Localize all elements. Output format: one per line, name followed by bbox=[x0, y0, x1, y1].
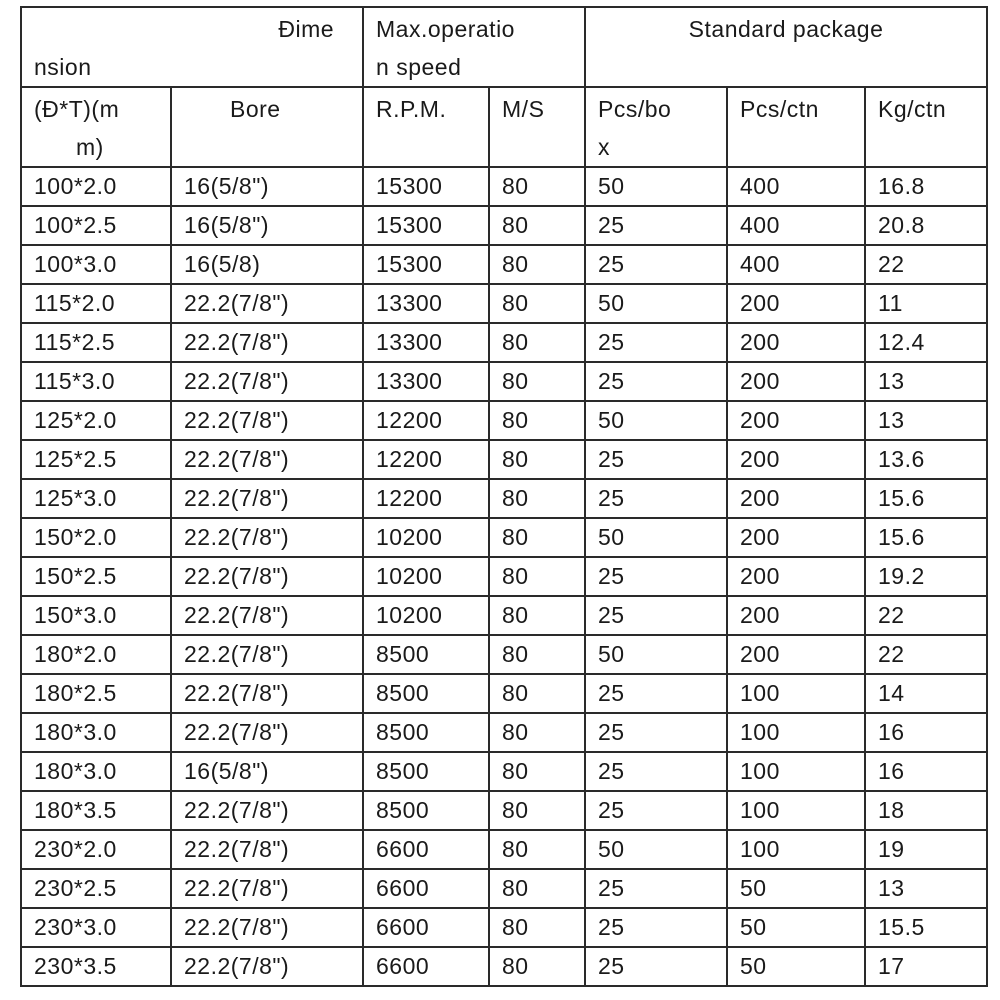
pcs-ctn-header: Pcs/ctn bbox=[727, 87, 865, 167]
dimension-cell: 150*3.0 bbox=[21, 596, 171, 635]
header-row-2 bbox=[21, 87, 987, 167]
table-row bbox=[21, 596, 987, 635]
bore-cell: 22.2(7/8") bbox=[171, 596, 363, 635]
dimension-cell: 115*2.5 bbox=[21, 323, 171, 362]
ms-cell: 80 bbox=[489, 518, 585, 557]
pcs-box-cell: 50 bbox=[585, 635, 727, 674]
dimension-cell: 230*3.0 bbox=[21, 908, 171, 947]
rpm-cell: 10200 bbox=[363, 518, 489, 557]
rpm-cell: 13300 bbox=[363, 284, 489, 323]
ms-cell: 80 bbox=[489, 284, 585, 323]
bore-cell: 22.2(7/8") bbox=[171, 284, 363, 323]
dt-header-line1: (Đ*T)(m bbox=[34, 96, 120, 122]
table-row bbox=[21, 557, 987, 596]
dimension-cell: 115*3.0 bbox=[21, 362, 171, 401]
pcs-ctn-cell: 400 bbox=[727, 167, 865, 206]
pcs-box-cell: 50 bbox=[585, 518, 727, 557]
ms-cell: 80 bbox=[489, 674, 585, 713]
rpm-cell: 10200 bbox=[363, 557, 489, 596]
dimension-header bbox=[21, 7, 363, 87]
rpm-cell: 10200 bbox=[363, 596, 489, 635]
pcs-ctn-cell: 200 bbox=[727, 479, 865, 518]
rpm-cell: 8500 bbox=[363, 752, 489, 791]
pcs-box-cell: 25 bbox=[585, 596, 727, 635]
ms-cell: 80 bbox=[489, 167, 585, 206]
pcs-box-header-line1: Pcs/bo bbox=[598, 96, 672, 122]
table-row bbox=[21, 323, 987, 362]
rpm-cell: 13300 bbox=[363, 323, 489, 362]
pcs-ctn-cell: 50 bbox=[727, 908, 865, 947]
table-row bbox=[21, 752, 987, 791]
pcs-ctn-cell: 50 bbox=[727, 869, 865, 908]
table-row bbox=[21, 674, 987, 713]
bore-cell: 22.2(7/8") bbox=[171, 830, 363, 869]
dimension-cell: 125*2.0 bbox=[21, 401, 171, 440]
kg-ctn-cell: 17 bbox=[865, 947, 987, 986]
table-row bbox=[21, 869, 987, 908]
bore-cell: 22.2(7/8") bbox=[171, 440, 363, 479]
kg-ctn-cell: 16.8 bbox=[865, 167, 987, 206]
pcs-ctn-cell: 100 bbox=[727, 752, 865, 791]
pcs-box-cell: 50 bbox=[585, 284, 727, 323]
ms-cell: 80 bbox=[489, 752, 585, 791]
dimension-cell: 180*3.5 bbox=[21, 791, 171, 830]
dimension-cell: 180*2.0 bbox=[21, 635, 171, 674]
dimension-header-line1: Đime bbox=[278, 16, 335, 42]
dimension-cell: 125*2.5 bbox=[21, 440, 171, 479]
ms-cell: 80 bbox=[489, 791, 585, 830]
rpm-cell: 12200 bbox=[363, 479, 489, 518]
speed-header-line1: Max.operatio bbox=[376, 16, 515, 42]
dt-header bbox=[21, 87, 171, 167]
rpm-cell: 6600 bbox=[363, 908, 489, 947]
table-row bbox=[21, 206, 987, 245]
table-row bbox=[21, 791, 987, 830]
table-row bbox=[21, 401, 987, 440]
pcs-box-cell: 25 bbox=[585, 713, 727, 752]
pcs-box-cell: 25 bbox=[585, 791, 727, 830]
ms-cell: 80 bbox=[489, 869, 585, 908]
table-row bbox=[21, 908, 987, 947]
rpm-cell: 6600 bbox=[363, 947, 489, 986]
bore-cell: 22.2(7/8") bbox=[171, 908, 363, 947]
pcs-box-cell: 25 bbox=[585, 947, 727, 986]
bore-header: Bore bbox=[171, 87, 363, 167]
bore-cell: 22.2(7/8") bbox=[171, 869, 363, 908]
kg-ctn-cell: 15.6 bbox=[865, 518, 987, 557]
kg-ctn-cell: 22 bbox=[865, 635, 987, 674]
pcs-ctn-cell: 200 bbox=[727, 557, 865, 596]
kg-ctn-cell: 13.6 bbox=[865, 440, 987, 479]
pcs-box-cell: 50 bbox=[585, 830, 727, 869]
rpm-cell: 8500 bbox=[363, 791, 489, 830]
table-row bbox=[21, 518, 987, 557]
pcs-box-cell: 25 bbox=[585, 323, 727, 362]
kg-ctn-cell: 20.8 bbox=[865, 206, 987, 245]
spec-table bbox=[20, 6, 988, 987]
pcs-box-cell: 25 bbox=[585, 245, 727, 284]
ms-cell: 80 bbox=[489, 440, 585, 479]
speed-header-line2: n speed bbox=[376, 54, 462, 80]
pcs-ctn-cell: 200 bbox=[727, 596, 865, 635]
rpm-header: R.P.M. bbox=[363, 87, 489, 167]
pcs-box-header-line2: x bbox=[598, 134, 611, 160]
dimension-header-line2: nsion bbox=[34, 54, 92, 80]
kg-ctn-cell: 11 bbox=[865, 284, 987, 323]
dimension-cell: 230*3.5 bbox=[21, 947, 171, 986]
kg-ctn-cell: 19.2 bbox=[865, 557, 987, 596]
pcs-box-cell: 50 bbox=[585, 401, 727, 440]
bore-cell: 22.2(7/8") bbox=[171, 323, 363, 362]
table-body bbox=[21, 7, 987, 986]
dimension-cell: 100*2.0 bbox=[21, 167, 171, 206]
table-row bbox=[21, 245, 987, 284]
pcs-box-cell: 25 bbox=[585, 440, 727, 479]
table-row bbox=[21, 479, 987, 518]
pcs-box-cell: 25 bbox=[585, 362, 727, 401]
kg-ctn-cell: 13 bbox=[865, 869, 987, 908]
pcs-box-cell: 25 bbox=[585, 908, 727, 947]
ms-cell: 80 bbox=[489, 557, 585, 596]
pcs-box-cell: 25 bbox=[585, 752, 727, 791]
rpm-cell: 15300 bbox=[363, 167, 489, 206]
rpm-cell: 6600 bbox=[363, 830, 489, 869]
rpm-cell: 8500 bbox=[363, 635, 489, 674]
rpm-cell: 15300 bbox=[363, 245, 489, 284]
kg-ctn-cell: 15.6 bbox=[865, 479, 987, 518]
dimension-cell: 115*2.0 bbox=[21, 284, 171, 323]
ms-cell: 80 bbox=[489, 713, 585, 752]
pcs-box-cell: 25 bbox=[585, 869, 727, 908]
pcs-ctn-cell: 400 bbox=[727, 206, 865, 245]
table-row bbox=[21, 362, 987, 401]
pcs-box-cell: 25 bbox=[585, 206, 727, 245]
kg-ctn-header: Kg/ctn bbox=[865, 87, 987, 167]
dimension-cell: 180*2.5 bbox=[21, 674, 171, 713]
bore-cell: 22.2(7/8") bbox=[171, 674, 363, 713]
pcs-box-cell: 50 bbox=[585, 167, 727, 206]
pcs-ctn-cell: 200 bbox=[727, 362, 865, 401]
kg-ctn-cell: 12.4 bbox=[865, 323, 987, 362]
ms-cell: 80 bbox=[489, 947, 585, 986]
kg-ctn-cell: 22 bbox=[865, 245, 987, 284]
pcs-ctn-cell: 400 bbox=[727, 245, 865, 284]
table-row bbox=[21, 713, 987, 752]
ms-cell: 80 bbox=[489, 908, 585, 947]
kg-ctn-cell: 16 bbox=[865, 713, 987, 752]
dimension-cell: 100*2.5 bbox=[21, 206, 171, 245]
bore-cell: 22.2(7/8") bbox=[171, 635, 363, 674]
pcs-ctn-cell: 200 bbox=[727, 323, 865, 362]
pcs-ctn-cell: 200 bbox=[727, 284, 865, 323]
dimension-cell: 125*3.0 bbox=[21, 479, 171, 518]
bore-cell: 16(5/8") bbox=[171, 167, 363, 206]
ms-cell: 80 bbox=[489, 401, 585, 440]
pcs-box-header bbox=[585, 87, 727, 167]
speed-header bbox=[363, 7, 585, 87]
kg-ctn-cell: 13 bbox=[865, 401, 987, 440]
ms-header: M/S bbox=[489, 87, 585, 167]
pcs-ctn-cell: 100 bbox=[727, 791, 865, 830]
pcs-ctn-cell: 100 bbox=[727, 713, 865, 752]
table-row bbox=[21, 440, 987, 479]
table-row bbox=[21, 167, 987, 206]
bore-cell: 22.2(7/8") bbox=[171, 362, 363, 401]
rpm-cell: 6600 bbox=[363, 869, 489, 908]
ms-cell: 80 bbox=[489, 479, 585, 518]
bore-cell: 22.2(7/8") bbox=[171, 518, 363, 557]
pcs-ctn-cell: 100 bbox=[727, 830, 865, 869]
kg-ctn-cell: 14 bbox=[865, 674, 987, 713]
rpm-cell: 8500 bbox=[363, 713, 489, 752]
bore-cell: 22.2(7/8") bbox=[171, 791, 363, 830]
ms-cell: 80 bbox=[489, 635, 585, 674]
rpm-cell: 12200 bbox=[363, 401, 489, 440]
bore-cell: 22.2(7/8") bbox=[171, 401, 363, 440]
ms-cell: 80 bbox=[489, 245, 585, 284]
rpm-cell: 13300 bbox=[363, 362, 489, 401]
ms-cell: 80 bbox=[489, 596, 585, 635]
rpm-cell: 12200 bbox=[363, 440, 489, 479]
dimension-cell: 180*3.0 bbox=[21, 713, 171, 752]
table-row bbox=[21, 284, 987, 323]
table-row bbox=[21, 830, 987, 869]
kg-ctn-cell: 18 bbox=[865, 791, 987, 830]
pcs-ctn-cell: 200 bbox=[727, 401, 865, 440]
ms-cell: 80 bbox=[489, 362, 585, 401]
ms-cell: 80 bbox=[489, 323, 585, 362]
rpm-cell: 8500 bbox=[363, 674, 489, 713]
bore-cell: 22.2(7/8") bbox=[171, 557, 363, 596]
rpm-cell: 15300 bbox=[363, 206, 489, 245]
pcs-ctn-cell: 200 bbox=[727, 518, 865, 557]
package-header bbox=[585, 7, 987, 87]
dimension-cell: 230*2.5 bbox=[21, 869, 171, 908]
dimension-cell: 100*3.0 bbox=[21, 245, 171, 284]
table-row bbox=[21, 635, 987, 674]
bore-cell: 22.2(7/8") bbox=[171, 947, 363, 986]
dimension-cell: 180*3.0 bbox=[21, 752, 171, 791]
kg-ctn-cell: 13 bbox=[865, 362, 987, 401]
pcs-ctn-cell: 200 bbox=[727, 440, 865, 479]
dimension-cell: 230*2.0 bbox=[21, 830, 171, 869]
kg-ctn-cell: 22 bbox=[865, 596, 987, 635]
bore-cell: 16(5/8") bbox=[171, 752, 363, 791]
pcs-box-cell: 25 bbox=[585, 479, 727, 518]
pcs-ctn-cell: 200 bbox=[727, 635, 865, 674]
pcs-ctn-cell: 100 bbox=[727, 674, 865, 713]
kg-ctn-cell: 16 bbox=[865, 752, 987, 791]
kg-ctn-cell: 15.5 bbox=[865, 908, 987, 947]
table-row bbox=[21, 947, 987, 986]
pcs-box-cell: 25 bbox=[585, 557, 727, 596]
bore-cell: 16(5/8") bbox=[171, 206, 363, 245]
bore-cell: 16(5/8) bbox=[171, 245, 363, 284]
kg-ctn-cell: 19 bbox=[865, 830, 987, 869]
dimension-cell: 150*2.5 bbox=[21, 557, 171, 596]
bore-cell: 22.2(7/8") bbox=[171, 479, 363, 518]
pcs-box-cell: 25 bbox=[585, 674, 727, 713]
pcs-ctn-cell: 50 bbox=[727, 947, 865, 986]
package-header-label: Standard package bbox=[688, 16, 884, 42]
header-row-1 bbox=[21, 7, 987, 87]
ms-cell: 80 bbox=[489, 206, 585, 245]
dimension-cell: 150*2.0 bbox=[21, 518, 171, 557]
bore-cell: 22.2(7/8") bbox=[171, 713, 363, 752]
dt-header-line2: m) bbox=[76, 134, 104, 160]
ms-cell: 80 bbox=[489, 830, 585, 869]
